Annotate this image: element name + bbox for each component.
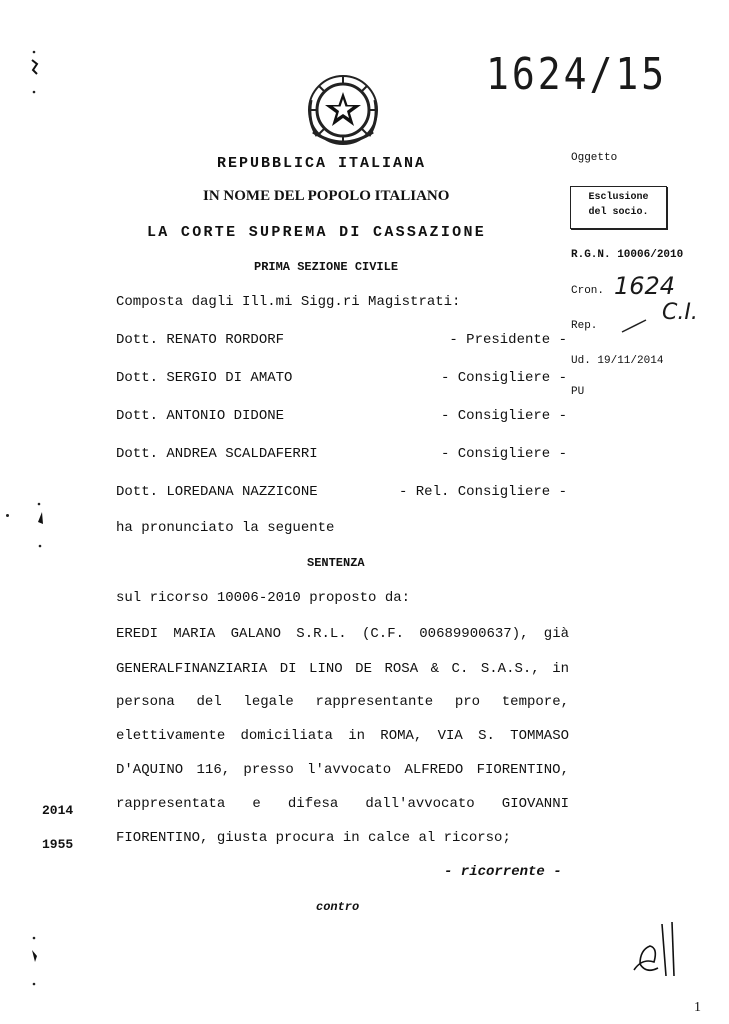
heading-republic: REPUBBLICA ITALIANA: [217, 155, 427, 172]
oggetto-box: [570, 186, 667, 229]
body-line: sul ricorso 10006-2010 proposto da:: [116, 590, 411, 606]
member-name: Dott. ANDREA SCALDAFERRI: [116, 446, 318, 462]
rep-label: Rep.: [571, 320, 598, 332]
pu-label: PU: [571, 386, 585, 398]
contro-label: contro: [316, 900, 360, 914]
body-line: EREDI MARIA GALANO S.R.L. (C.F. 00689900637), già: [116, 626, 569, 642]
body-line: elettivamente domiciliata in ROMA, VIA S. TOMMASO: [116, 728, 569, 744]
body-line: D'AQUINO 116, presso l'avvocato ALFREDO FIORENTINO,: [116, 762, 569, 778]
heading-people: IN NOME DEL POPOLO ITALIANO: [203, 188, 450, 204]
member-role: - Rel. Consigliere -: [398, 484, 567, 500]
stamp-number: 1624/15: [486, 48, 668, 100]
member-role: - Consigliere -: [440, 446, 567, 462]
member-role: - Consigliere -: [440, 370, 567, 386]
cron-handwritten: 1624: [614, 272, 676, 300]
member-role: - Presidente -: [449, 332, 567, 348]
pronounced-line: ha pronunciato la seguente: [116, 520, 335, 536]
ci-handwritten: C.I.: [662, 300, 698, 325]
handwritten-signature-icon: [628, 918, 684, 980]
body-line: GENERALFINANZIARIA DI LINO DE ROSA & C. S.A.S., in: [116, 661, 569, 677]
member-name: Dott. RENATO RORDORF: [116, 332, 285, 348]
margin-mark-icon: [34, 500, 46, 552]
sentenza-heading: SENTENZA: [307, 556, 365, 570]
heading-section: PRIMA SEZIONE CIVILE: [254, 260, 399, 274]
rep-dash-mark-icon: [620, 318, 648, 334]
hearing-date: Ud. 19/11/2014: [571, 355, 664, 367]
member-name: Dott. LOREDANA NAZZICONE: [116, 484, 318, 500]
margin-number: 1955: [42, 837, 74, 852]
body-line: rappresentata e difesa dall'avvocato GIOVANNI: [116, 796, 569, 812]
scan-dot: [6, 514, 9, 517]
panel-intro: Composta dagli Ill.mi Sigg.ri Magistrati:: [116, 294, 461, 310]
member-role: - Consigliere -: [440, 408, 567, 424]
ricorrente-label: - ricorrente -: [444, 864, 562, 880]
cron-label: Cron.: [571, 285, 605, 297]
oggetto-label: Oggetto: [571, 152, 618, 164]
member-name: Dott. SERGIO DI AMATO: [116, 370, 293, 386]
republic-emblem-icon: [303, 70, 383, 150]
member-name: Dott. ANTONIO DIDONE: [116, 408, 285, 424]
body-line: persona del legale rappresentante pro tempore,: [116, 694, 569, 710]
heading-court: LA CORTE SUPREMA DI CASSAZIONE: [147, 224, 487, 241]
page-number: 1: [694, 1000, 701, 1015]
margin-year: 2014: [42, 803, 74, 818]
oggetto-line-1: Esclusione: [588, 192, 649, 203]
margin-mark-icon: [28, 934, 40, 990]
body-line: FIORENTINO, giusta procura in calce al ricorso;: [116, 830, 511, 846]
oggetto-line-2: del socio.: [588, 207, 649, 218]
margin-mark-icon: [28, 48, 40, 98]
rgn-number: R.G.N. 10006/2010: [571, 249, 684, 261]
